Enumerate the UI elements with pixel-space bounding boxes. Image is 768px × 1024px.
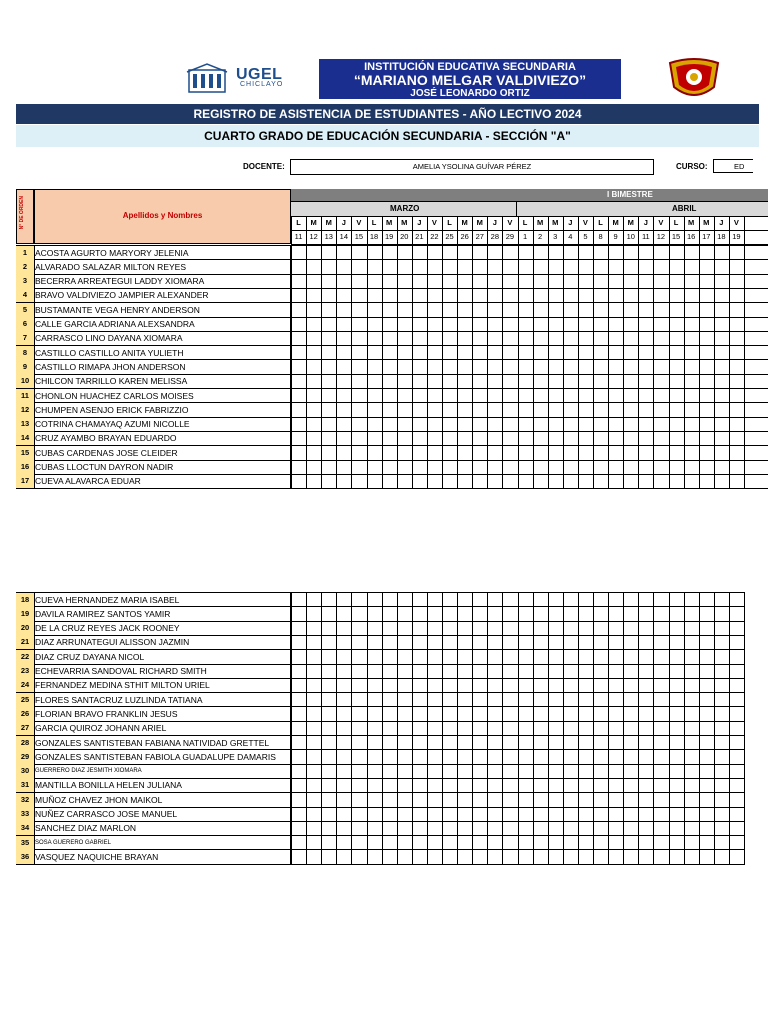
- weekday-header-cell: V: [658, 218, 664, 227]
- order-number-cell: 7: [16, 331, 34, 345]
- student-name-cell: GARCIA QUIROZ JOHANN ARIEL: [35, 723, 167, 734]
- order-number-cell: 32: [16, 793, 34, 807]
- ugel-logo-subtext: CHICLAYO: [240, 81, 284, 88]
- column-line: [638, 592, 639, 864]
- month-divider: [516, 201, 517, 216]
- date-header-cell: 13: [324, 232, 333, 241]
- weekday-header-cell: M: [461, 218, 468, 227]
- column-line: [638, 216, 639, 488]
- column-line: [563, 592, 564, 864]
- date-header-cell: 22: [430, 232, 439, 241]
- column-line: [684, 216, 685, 488]
- name-column-header: Apellidos y Nombres: [34, 189, 291, 244]
- order-number-cell: 9: [16, 360, 34, 374]
- order-number-cell: 6: [16, 317, 34, 331]
- column-line: [351, 592, 352, 864]
- column-line: [472, 592, 473, 864]
- student-name-cell: GUERRERO DIAZ JESMITH XIOMARA: [35, 768, 142, 775]
- date-header-cell: 28: [490, 232, 500, 241]
- column-line: [563, 216, 564, 488]
- student-name-cell: NUÑEZ CARRASCO JOSE MANUEL: [35, 809, 178, 819]
- date-header-cell: 10: [626, 232, 635, 241]
- student-name-cell: FERNANDEZ MEDINA STHIT MILTON URIEL: [35, 680, 210, 691]
- column-line: [669, 592, 670, 864]
- column-line: [457, 216, 458, 488]
- ugel-logo-text: UGEL: [236, 66, 283, 83]
- column-line: [699, 592, 700, 864]
- student-name-cell: CUBAS CARDENAS JOSE CLEIDER: [35, 447, 178, 458]
- weekday-header-cell: M: [310, 218, 317, 227]
- column-line: [487, 216, 488, 488]
- weekday-header-cell: J: [643, 218, 648, 227]
- weekday-header-cell: L: [673, 218, 679, 227]
- column-line: [653, 216, 654, 488]
- column-line: [593, 216, 594, 488]
- date-header-cell: 19: [732, 232, 741, 241]
- column-line: [608, 592, 609, 864]
- column-line: [533, 592, 534, 864]
- column-line: [472, 216, 473, 488]
- weekday-header-cell: V: [356, 218, 362, 227]
- order-number-cell: 19: [16, 607, 34, 621]
- column-line: [487, 592, 488, 864]
- column-line: [699, 216, 700, 488]
- column-line: [608, 216, 609, 488]
- student-name-cell: VASQUEZ NAQUICHE BRAYAN: [35, 851, 159, 862]
- column-line: [427, 592, 428, 864]
- student-name-cell: CRUZ AYAMBO BRAYAN EDUARDO: [35, 433, 177, 444]
- column-line: [382, 216, 383, 488]
- weekday-header-cell: J: [341, 218, 346, 227]
- date-header-cell: 15: [354, 232, 364, 241]
- order-number-cell: 33: [16, 807, 34, 821]
- weekday-header-cell: L: [371, 218, 377, 227]
- month-label-april: ABRIL: [672, 204, 697, 213]
- column-line: [744, 216, 745, 488]
- institution-banner: [319, 59, 621, 99]
- student-name-cell: DIAZ CRUZ DAYANA NICOL: [35, 651, 145, 662]
- student-name-cell: BRAVO VALDIVIEZO JAMPIER ALEXANDER: [35, 290, 209, 301]
- order-number-cell: 27: [16, 721, 34, 735]
- student-name-cell: ECHEVARRIA SANDOVAL RICHARD SMITH: [35, 666, 207, 676]
- weekday-header-cell: M: [703, 218, 710, 227]
- institution-line1: INSTITUCIÓN EDUCATIVA SECUNDARIA: [364, 61, 576, 73]
- student-name-cell: COTRINA CHAMAYAQ AZUMI NICOLLE: [35, 419, 190, 430]
- order-number-cell: 3: [16, 274, 34, 288]
- student-name-cell: CHONLON HUACHEZ CARLOS MOISES: [35, 390, 194, 401]
- column-line: [653, 592, 654, 864]
- order-number-cell: 23: [16, 664, 34, 678]
- order-number-cell: 8: [16, 346, 34, 360]
- curso-label: CURSO:: [676, 162, 708, 171]
- student-name-cell: DIAZ ARRUNATEGUI ALISSON JAZMIN: [35, 637, 190, 648]
- order-number-cell: 22: [16, 650, 34, 664]
- weekday-header-cell: M: [325, 218, 332, 227]
- column-line: [397, 592, 398, 864]
- student-name-cell: CUBAS LLOCTUN DAYRON NADIR: [35, 462, 174, 472]
- weekday-header-cell: J: [492, 218, 497, 227]
- student-name-cell: MANTILLA BONILLA HELEN JULIANA: [35, 780, 182, 791]
- column-line: [714, 216, 715, 488]
- order-number-cell: 10: [16, 374, 34, 388]
- month-header-row: [291, 201, 768, 216]
- date-header-cell: 16: [686, 232, 696, 241]
- order-number-cell: 34: [16, 821, 34, 835]
- date-header-cell: 18: [369, 232, 379, 241]
- order-number-cell: 31: [16, 778, 34, 792]
- column-line: [578, 216, 579, 488]
- date-header-cell: 14: [339, 232, 349, 241]
- column-line: [729, 216, 730, 488]
- order-number-cell: 29: [16, 750, 34, 764]
- column-line: [321, 216, 322, 488]
- weekday-header-cell: V: [507, 218, 513, 227]
- student-name-cell: BECERRA ARREATEGUI LADDY XIOMARA: [35, 276, 205, 287]
- date-header-cell: 8: [598, 232, 603, 241]
- order-number-cell: 14: [16, 431, 34, 445]
- weekday-header-cell: V: [582, 218, 588, 227]
- weekday-header-cell: M: [476, 218, 483, 227]
- column-line: [623, 216, 624, 488]
- student-name-cell: GONZALES SANTISTEBAN FABIANA NATIVIDAD GRETTEL: [35, 737, 270, 748]
- weekday-header-cell: M: [401, 218, 408, 227]
- order-number-cell: 36: [16, 850, 34, 864]
- order-number-cell: 1: [16, 246, 34, 260]
- student-name-cell: DAVILA RAMIREZ SANTOS YAMIR: [35, 608, 171, 619]
- order-number-cell: 28: [16, 736, 34, 750]
- date-header-cell: 12: [309, 232, 318, 241]
- column-line: [729, 592, 730, 864]
- institution-name: “MARIANO MELGAR VALDIVIEZO”: [353, 72, 587, 88]
- order-number-cell: 13: [16, 417, 34, 431]
- column-line: [397, 216, 398, 488]
- date-header-cell: 17: [702, 232, 711, 241]
- date-header-cell: 3: [553, 232, 558, 241]
- order-number-cell: 12: [16, 403, 34, 417]
- date-header-cell: 29: [505, 232, 515, 241]
- student-name-cell: ALVARADO SALAZAR MILTON REYES: [35, 261, 186, 272]
- order-number-cell: 2: [16, 260, 34, 274]
- date-row-border: [291, 230, 768, 231]
- column-line: [412, 216, 413, 488]
- weekday-header-cell: J: [417, 218, 422, 227]
- weekday-header-cell: J: [719, 218, 724, 227]
- block-bottom-line: [16, 864, 745, 865]
- column-line: [427, 216, 428, 488]
- column-line: [744, 592, 745, 864]
- column-line: [578, 592, 579, 864]
- weekday-header-cell: M: [552, 218, 559, 227]
- order-number-cell: 15: [16, 446, 34, 460]
- date-header-cell: 20: [400, 232, 409, 241]
- order-number-cell: 20: [16, 621, 34, 635]
- student-name-cell: CHUMPEN ASENJO ERICK FABRIZZIO: [35, 404, 189, 415]
- order-number-cell: 35: [16, 836, 34, 850]
- weekday-header-cell: L: [598, 218, 603, 227]
- institution-line3: JOSÉ LEONARDO ORTIZ: [410, 88, 530, 99]
- column-line: [548, 592, 549, 864]
- order-number-cell: 17: [16, 474, 34, 488]
- student-name-cell: CHILCON TARRILLO KAREN MELISSA: [35, 376, 188, 387]
- column-line: [684, 592, 685, 864]
- date-header-cell: 18: [717, 232, 726, 241]
- student-name-cell: CUEVA ALAVARCA EDUAR: [35, 476, 141, 487]
- column-line: [367, 592, 368, 864]
- column-line: [306, 592, 307, 864]
- column-line: [518, 216, 519, 488]
- column-line: [502, 592, 503, 864]
- student-name-cell: DE LA CRUZ REYES JACK ROONEY: [35, 623, 180, 634]
- column-line: [351, 216, 352, 488]
- order-number-cell: 16: [16, 460, 34, 474]
- date-header-cell: 25: [445, 232, 454, 241]
- page-subtitle: CUARTO GRADO DE EDUCACIÓN SECUNDARIA - SECCIÓN "A": [16, 125, 759, 147]
- order-number-cell: 18: [16, 593, 34, 607]
- date-header-cell: 11: [294, 232, 303, 241]
- date-header-cell: 15: [671, 232, 681, 241]
- docente-field[interactable]: AMELIA YSOLINA GUÍVAR PÉREZ: [290, 159, 654, 175]
- column-line: [714, 592, 715, 864]
- student-name-cell: SOSA GUERERO GABRIEL: [35, 839, 112, 846]
- column-line: [321, 592, 322, 864]
- weekday-header-cell: V: [431, 218, 437, 227]
- order-number-cell: 21: [16, 635, 34, 649]
- column-line: [382, 592, 383, 864]
- docente-label: DOCENTE:: [243, 162, 285, 171]
- student-name-cell: CALLE GARCIA ADRIANA ALEXSANDRA: [35, 319, 195, 329]
- student-name-cell: CUEVA HERNANDEZ MARIA ISABEL: [35, 594, 180, 605]
- column-line: [548, 216, 549, 488]
- order-number-cell: 30: [16, 764, 34, 778]
- student-name-cell: FLORIAN BRAVO FRANKLIN JESUS: [35, 708, 178, 719]
- school-crest-icon: [664, 57, 724, 101]
- student-name-cell: BUSTAMANTE VEGA HENRY ANDERSON: [35, 304, 200, 315]
- page-title: REGISTRO DE ASISTENCIA DE ESTUDIANTES - AÑO LECTIVO 2024: [16, 104, 759, 124]
- column-line: [412, 592, 413, 864]
- column-line: [336, 216, 337, 488]
- column-line: [623, 592, 624, 864]
- date-header-cell: 1: [522, 232, 528, 241]
- column-line: [306, 216, 307, 488]
- order-column-header: [16, 189, 34, 244]
- weekday-header-cell: V: [733, 218, 739, 227]
- order-number-cell: 5: [16, 303, 34, 317]
- period-header: [291, 189, 768, 201]
- column-line: [336, 592, 337, 864]
- student-name-cell: MUÑOZ CHAVEZ JHON MAIKOL: [35, 794, 163, 805]
- weekday-header-cell: L: [296, 218, 301, 227]
- date-header-cell: 26: [460, 232, 469, 241]
- month-label-march: MARZO: [390, 204, 420, 213]
- weekday-header-cell: L: [447, 218, 452, 227]
- weekday-header-cell: L: [522, 218, 528, 227]
- column-line: [457, 592, 458, 864]
- order-number-cell: 24: [16, 678, 34, 692]
- order-number-cell: 11: [16, 389, 34, 403]
- order-number-cell: 26: [16, 707, 34, 721]
- period-label: I BIMESTRE: [607, 190, 653, 199]
- date-header-cell: 19: [384, 232, 394, 241]
- date-header-cell: 11: [641, 232, 650, 241]
- weekday-header-cell: M: [386, 218, 393, 227]
- date-header-cell: 5: [583, 232, 588, 241]
- column-line: [502, 216, 503, 488]
- order-number-cell: 25: [16, 693, 34, 707]
- student-name-cell: CARRASCO LINO DAYANA XIOMARA: [35, 333, 183, 344]
- weekday-header-cell: M: [537, 218, 544, 227]
- student-name-cell: CASTILLO RIMAPA JHON ANDERSON: [35, 361, 186, 372]
- order-header-text: N° DE ORDEN: [19, 196, 25, 230]
- student-name-cell: GONZALES SANTISTEBAN FABIOLA GUADALUPE DAMARIS: [35, 751, 276, 762]
- column-line: [367, 216, 368, 488]
- student-name-cell: SANCHEZ DIAZ MARLON: [35, 823, 137, 834]
- weekday-header-cell: M: [612, 218, 619, 227]
- date-header-cell: 4: [568, 232, 573, 241]
- column-line: [669, 216, 670, 488]
- column-line: [533, 216, 534, 488]
- column-line: [518, 592, 519, 864]
- weekday-header-cell: J: [568, 218, 573, 227]
- date-header-cell: 27: [475, 232, 484, 241]
- date-header-cell: 21: [415, 232, 424, 241]
- column-line: [442, 592, 443, 864]
- student-name-cell: FLORES SANTACRUZ LUZLINDA TATIANA: [35, 694, 203, 705]
- weekday-row-border: [291, 216, 768, 217]
- weekday-header-cell: M: [627, 218, 634, 227]
- student-name-cell: CASTILLO CASTILLO ANITA YULIETH: [35, 347, 184, 358]
- date-header-cell: 2: [538, 232, 543, 241]
- date-header-cell: 12: [656, 232, 666, 241]
- column-line: [442, 216, 443, 488]
- month-row-border: [291, 201, 768, 202]
- curso-field[interactable]: ED: [713, 159, 753, 173]
- date-header-cell: 9: [613, 232, 618, 241]
- weekday-header-cell: M: [688, 218, 695, 227]
- order-number-cell: 4: [16, 288, 34, 302]
- column-line: [593, 592, 594, 864]
- student-name-cell: ACOSTA AGURTO MARYORY JELENIA: [35, 247, 189, 258]
